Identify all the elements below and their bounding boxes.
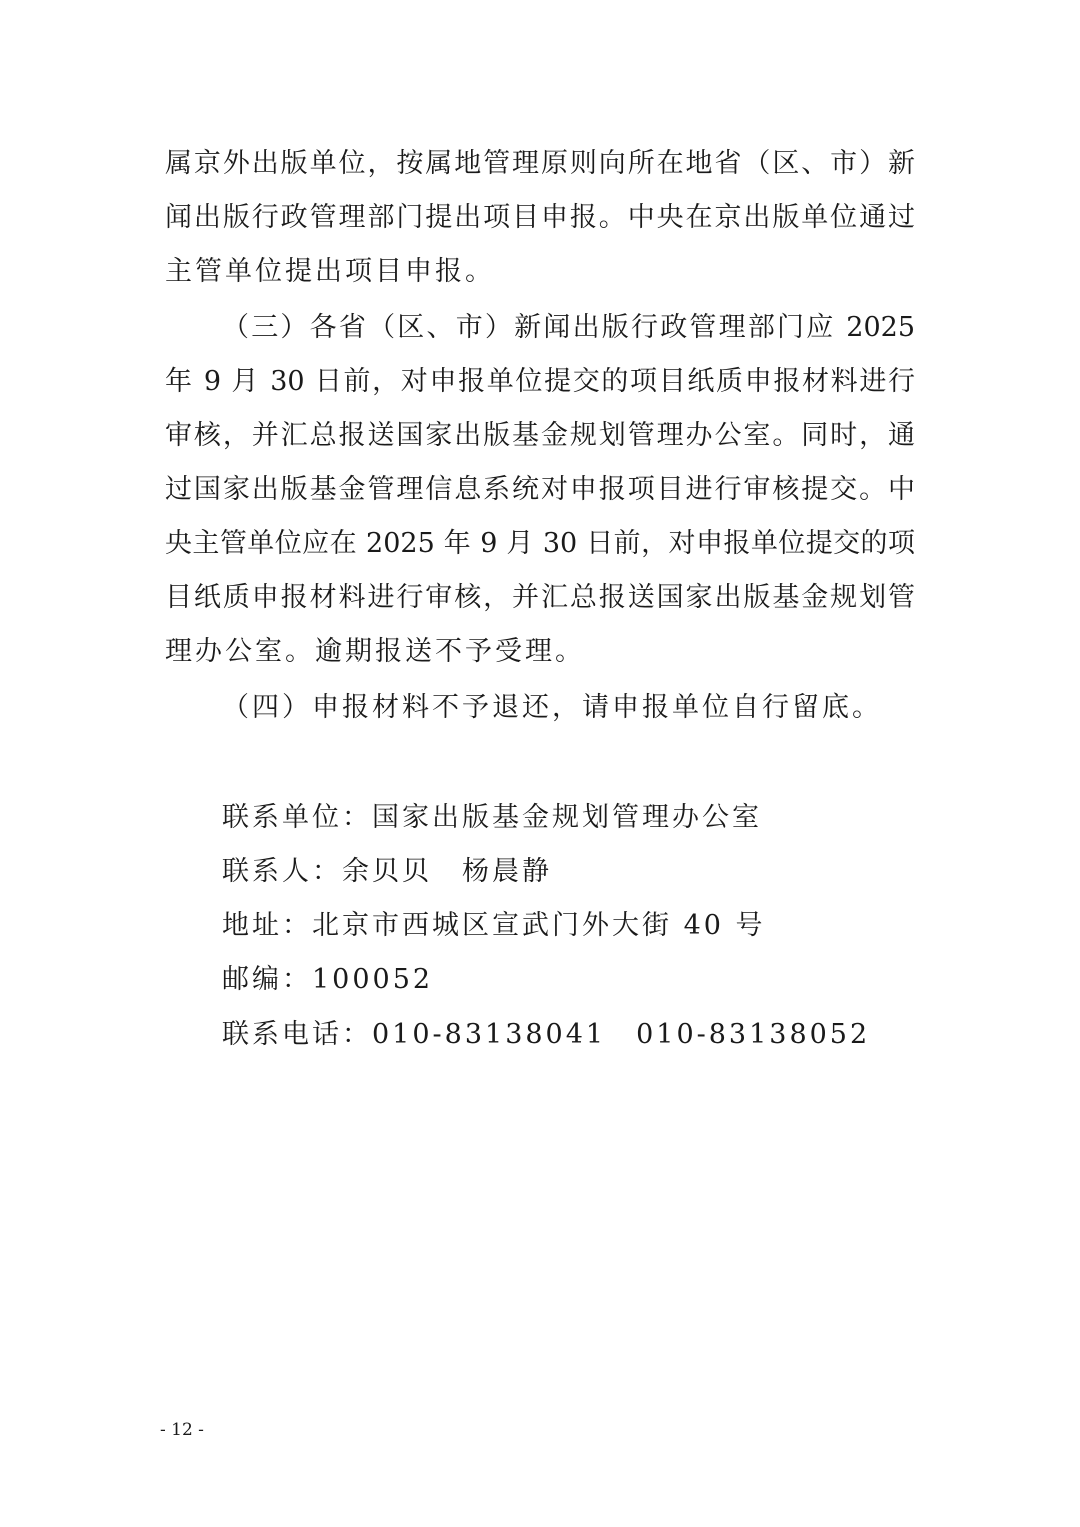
contact-unit: 联系单位：国家出版基金规划管理办公室 bbox=[222, 802, 762, 833]
body-line: 属京外出版单位，按属地管理原则向所在地省（区、市）新 bbox=[165, 148, 915, 179]
body-line: （三）各省（区、市）新闻出版行政管理部门应 2025 bbox=[222, 312, 915, 343]
page-number: - 12 - bbox=[160, 1420, 204, 1440]
body-line: 央主管单位应在 2025 年 9 月 30 日前，对申报单位提交的项 bbox=[165, 528, 915, 559]
contact-person: 联系人：余贝贝 杨晨静 bbox=[222, 856, 552, 887]
contact-address: 地址：北京市西城区宣武门外大街 40 号 bbox=[222, 910, 766, 941]
contact-phone: 联系电话：010-83138041 010-83138052 bbox=[222, 1019, 871, 1050]
body-line: 闻出版行政管理部门提出项目申报。中央在京出版单位通过 bbox=[165, 202, 915, 233]
body-line: 年 9 月 30 日前，对申报单位提交的项目纸质申报材料进行 bbox=[165, 366, 915, 397]
body-line: 主管单位提出项目申报。 bbox=[165, 256, 495, 287]
body-line: 目纸质申报材料进行审核，并汇总报送国家出版基金规划管 bbox=[165, 582, 915, 613]
contact-postcode: 邮编：100052 bbox=[222, 964, 434, 995]
body-line: 过国家出版基金管理信息系统对申报项目进行审核提交。中 bbox=[165, 474, 915, 505]
body-line: 审核，并汇总报送国家出版基金规划管理办公室。同时，通 bbox=[165, 420, 915, 451]
body-line: 理办公室。逾期报送不予受理。 bbox=[165, 636, 585, 667]
body-line: （四）申报材料不予退还，请申报单位自行留底。 bbox=[222, 692, 882, 723]
